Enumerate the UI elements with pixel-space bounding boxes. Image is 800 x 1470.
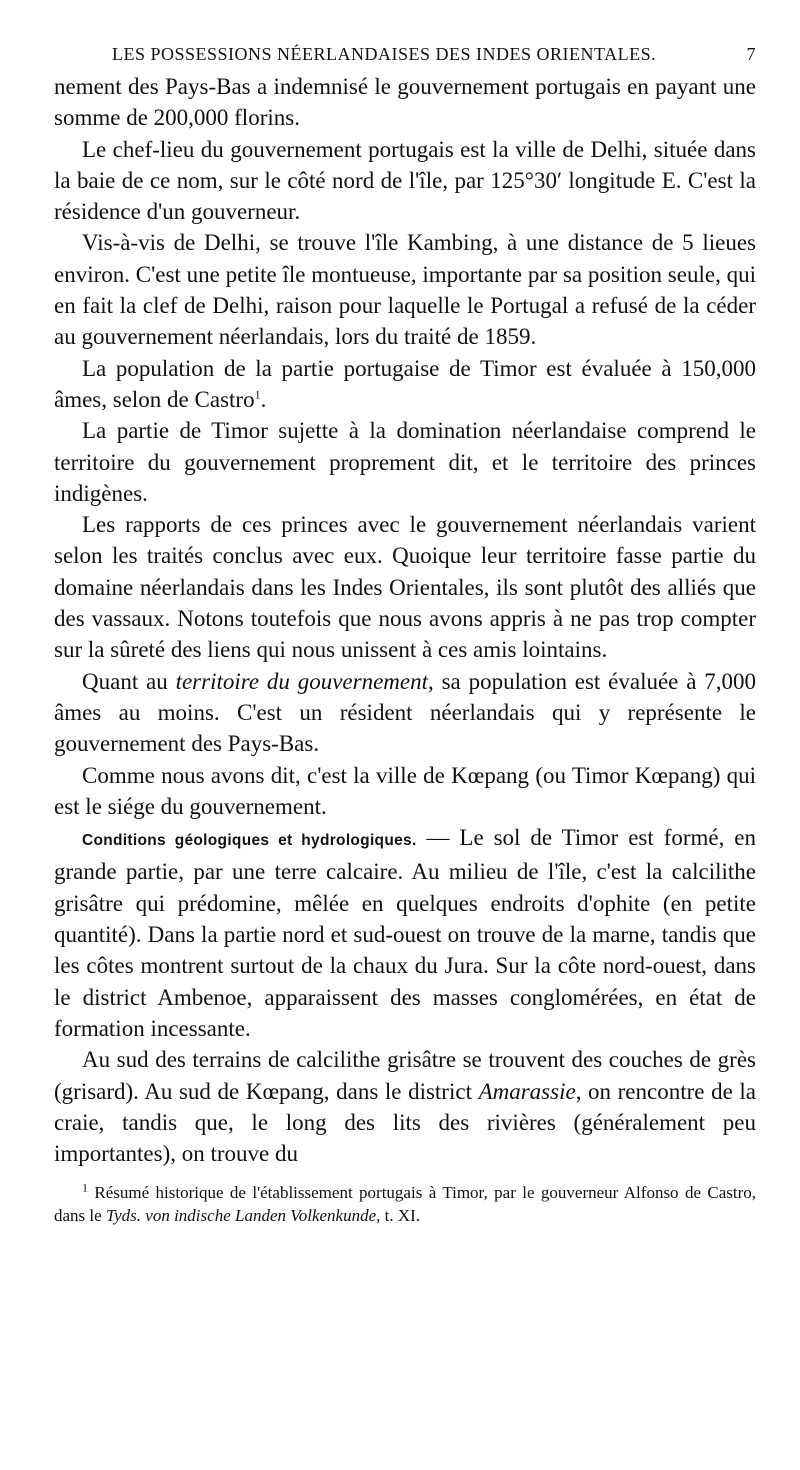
body-text <box>54 71 756 1169</box>
running-head <box>112 44 756 65</box>
paragraph-4 <box>54 353 756 416</box>
comma: , <box>428 668 434 694</box>
footnote-text: Résumé historique de l'établissement portugais à Timor, par le gouverneur Alfonso de Castro, dans le <box>54 1183 757 1226</box>
running-title: LES POSSESSIONS NÉERLANDAISES DES INDES ORIENTALES. <box>112 44 657 64</box>
paragraph-8: Comme nous avons dit, c'est la ville de Kœpang (ou Timor Kœpang) qui est le siége du gouvernement. <box>54 762 756 819</box>
footnote-end: , t. XI. <box>376 1206 421 1226</box>
paragraph-9-text: — Le sol de Timor est formé, en grande partie, par une terre calcaire. Au milieu de l'île, c'est la calcilithe grisâtre qui prédomine, mêlée en quelques endroits d'ophite (en petite quantité). Dans la partie nord et sud-ouest on trouve de la marne, tandis que les côtes montrent surtout de la chaux du Jura. Sur la côte nord-ouest, dans le district Ambenoe, apparaissent des masses conglomérées, en état de formation incessante. <box>54 825 757 1041</box>
paragraph-3: Vis-à-vis de Delhi, se trouve l'île Kambing, à une distance de 5 lieues environ. C'est une petite île montueuse, importante par sa position seule, qui en fait la clef de Delhi, raison pour laquelle le Portugal a refusé de la céder au gouvernement néerlandais, lors du traité de 1859. <box>54 230 756 350</box>
paragraph-7-text: sa population est évaluée à 7,000 âmes au moins. C'est un résident néerlandais qui y représente le gouvernement des Pays-Bas. <box>54 668 756 757</box>
paragraph-7-lead: Quant au <box>82 668 168 694</box>
paragraph-6: Les rapports de ces princes avec le gouvernement néerlandais varient selon les traités conclus avec eux. Quoique leur territoire fasse partie du domaine néerlandais dans les Indes Orientales, ils sont plutôt des alliés que des vassaux. Notons toutefois que nous avons appris à ne pas trop compter sur la sûreté des liens qui nous unissent à ces amis lointains. <box>54 512 756 663</box>
territoire-term: territoire du gouvernement <box>175 668 428 694</box>
footnote-1 <box>54 1181 756 1227</box>
paragraph-5: La partie de Timor sujette à la domination néerlandaise comprend le territoire du gouvernement proprement dit, et le territoire des princes indigènes. <box>54 418 756 506</box>
paragraph-7 <box>54 666 756 760</box>
footnote-ref[interactable]: 1 <box>254 387 261 402</box>
footnotes <box>54 1181 756 1227</box>
paragraph-10 <box>54 1044 756 1169</box>
paragraph-10-end: , on rencontre de la craie, tandis que, le long des lits des rivières (généralement peu importantes), on trouve du <box>54 1078 756 1167</box>
paragraph-2 <box>54 134 756 228</box>
page-number: 7 <box>746 44 756 64</box>
paragraph-10-text: Au sud des terrains de calcilithe grisâtre se trouvent des couches de grès (grisard). Au sud de Kœpang, dans le district <box>54 1047 756 1104</box>
section-heading: Conditions géologiques et hydrologiques. <box>82 832 417 850</box>
paragraph-1: nement des Pays-Bas a indemnisé le gouvernement portugais en payant une somme de 200,000 florins. <box>54 74 756 131</box>
paragraph-9 <box>54 822 756 1044</box>
footnote-mark: 1 <box>82 1180 88 1195</box>
amarassie-term: Amarassie <box>478 1078 576 1104</box>
paragraph-4-text: La population de la partie portugaise de Timor est évaluée à 150,000 âmes, selon de Castro <box>54 355 756 412</box>
paragraph-4-end: . <box>260 386 267 412</box>
footnote-journal: Tyds. von indische Landen Volkenkunde <box>105 1206 377 1226</box>
paragraph-2-text: Le chef-lieu du gouvernement portugais est la ville de Delhi, située dans la baie de ce nom, sur le côté nord de l'île, par 125°30′ longitude E. C'est la résidence d'un gouverneur. <box>54 136 756 225</box>
